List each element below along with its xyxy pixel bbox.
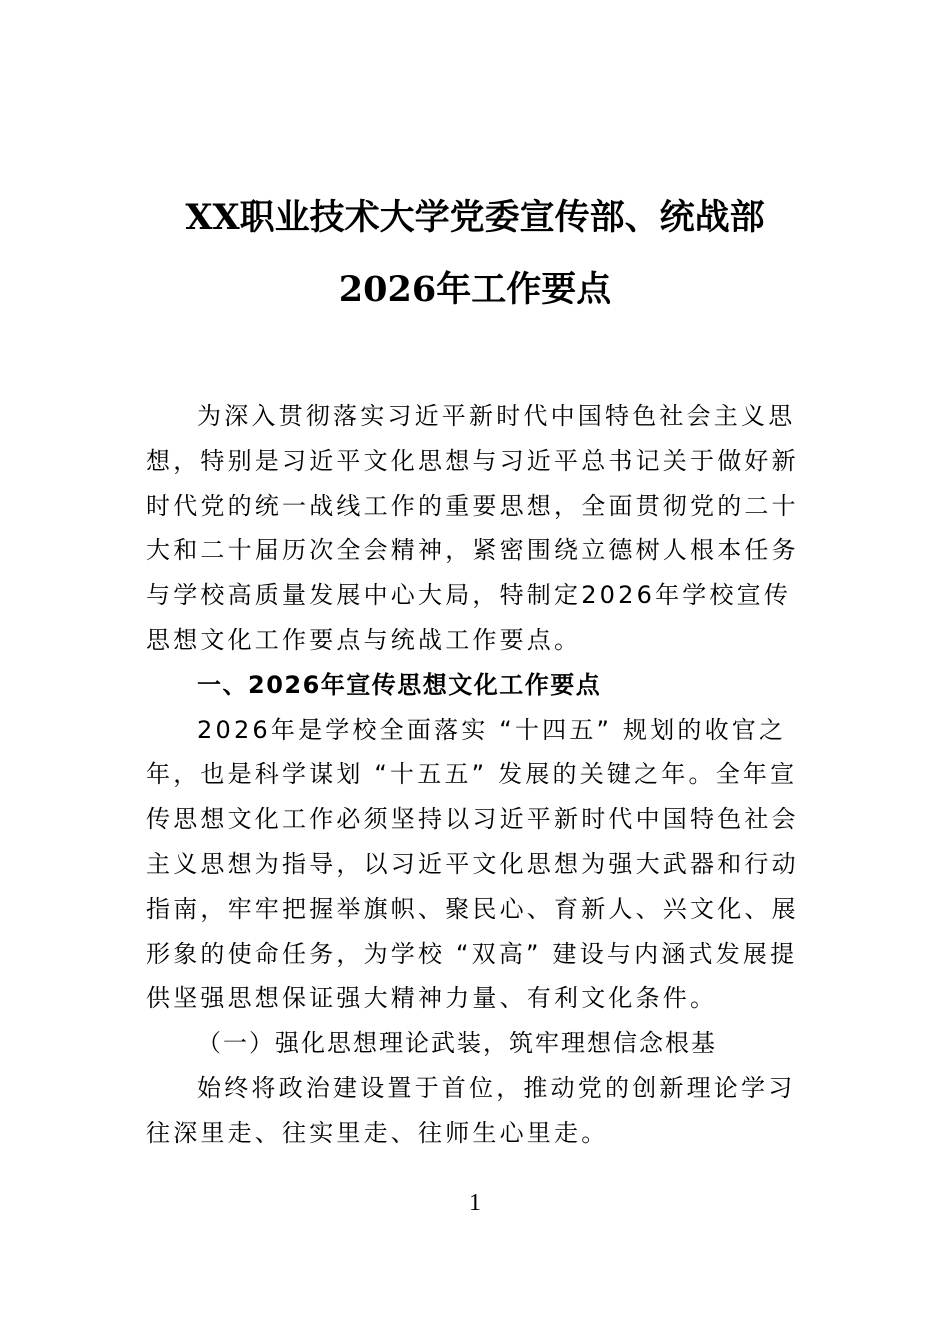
subsection-paragraph: 始终将政治建设置于首位，推动党的创新理论学习往深里走、往实里走、往师生心里走。 — [146, 1073, 796, 1147]
document-title-line-1: XX职业技术大学党委宣传部、统战部 — [185, 197, 765, 238]
document-title-line-2: 2026年工作要点 — [338, 269, 612, 310]
section-paragraph: 2026年是学校全面落实 “十四五” 规划的收官之年，也是科学谋划 “十五五” 发展的关键之年。全年宣传思想文化工作必须坚持以习近平新时代中国特色社会主义思想为指导，以习近平文化思想为强大武器和行动指南，牢牢把握举旗帜、聚民心、育新人、兴文化、展形象的使命任务，为学校 “双高” 建设与内涵式发展提供坚强思想保证强大精神力量、有利文化条件。 — [146, 715, 799, 1013]
intro-paragraph: 为深入贯彻落实习近平新时代中国特色社会主义思想，特别是习近平文化思想与习近平总书记关于做好新时代党的统一战线工作的重要思想，全面贯彻党的二十大和二十届历次全会精神，紧密围绕立德树人根本任务与学校高质量发展中心大局，特制定2026年学校宣传思想文化工作要点与统战工作要点。 — [146, 402, 799, 654]
page-number: 1 — [469, 1190, 481, 1216]
subsection-heading: （一）强化思想理论武装，筑牢理想信念根基 — [197, 1029, 717, 1058]
section-heading: 一、2026年宣传思想文化工作要点 — [197, 670, 602, 699]
document-body — [146, 394, 806, 1156]
